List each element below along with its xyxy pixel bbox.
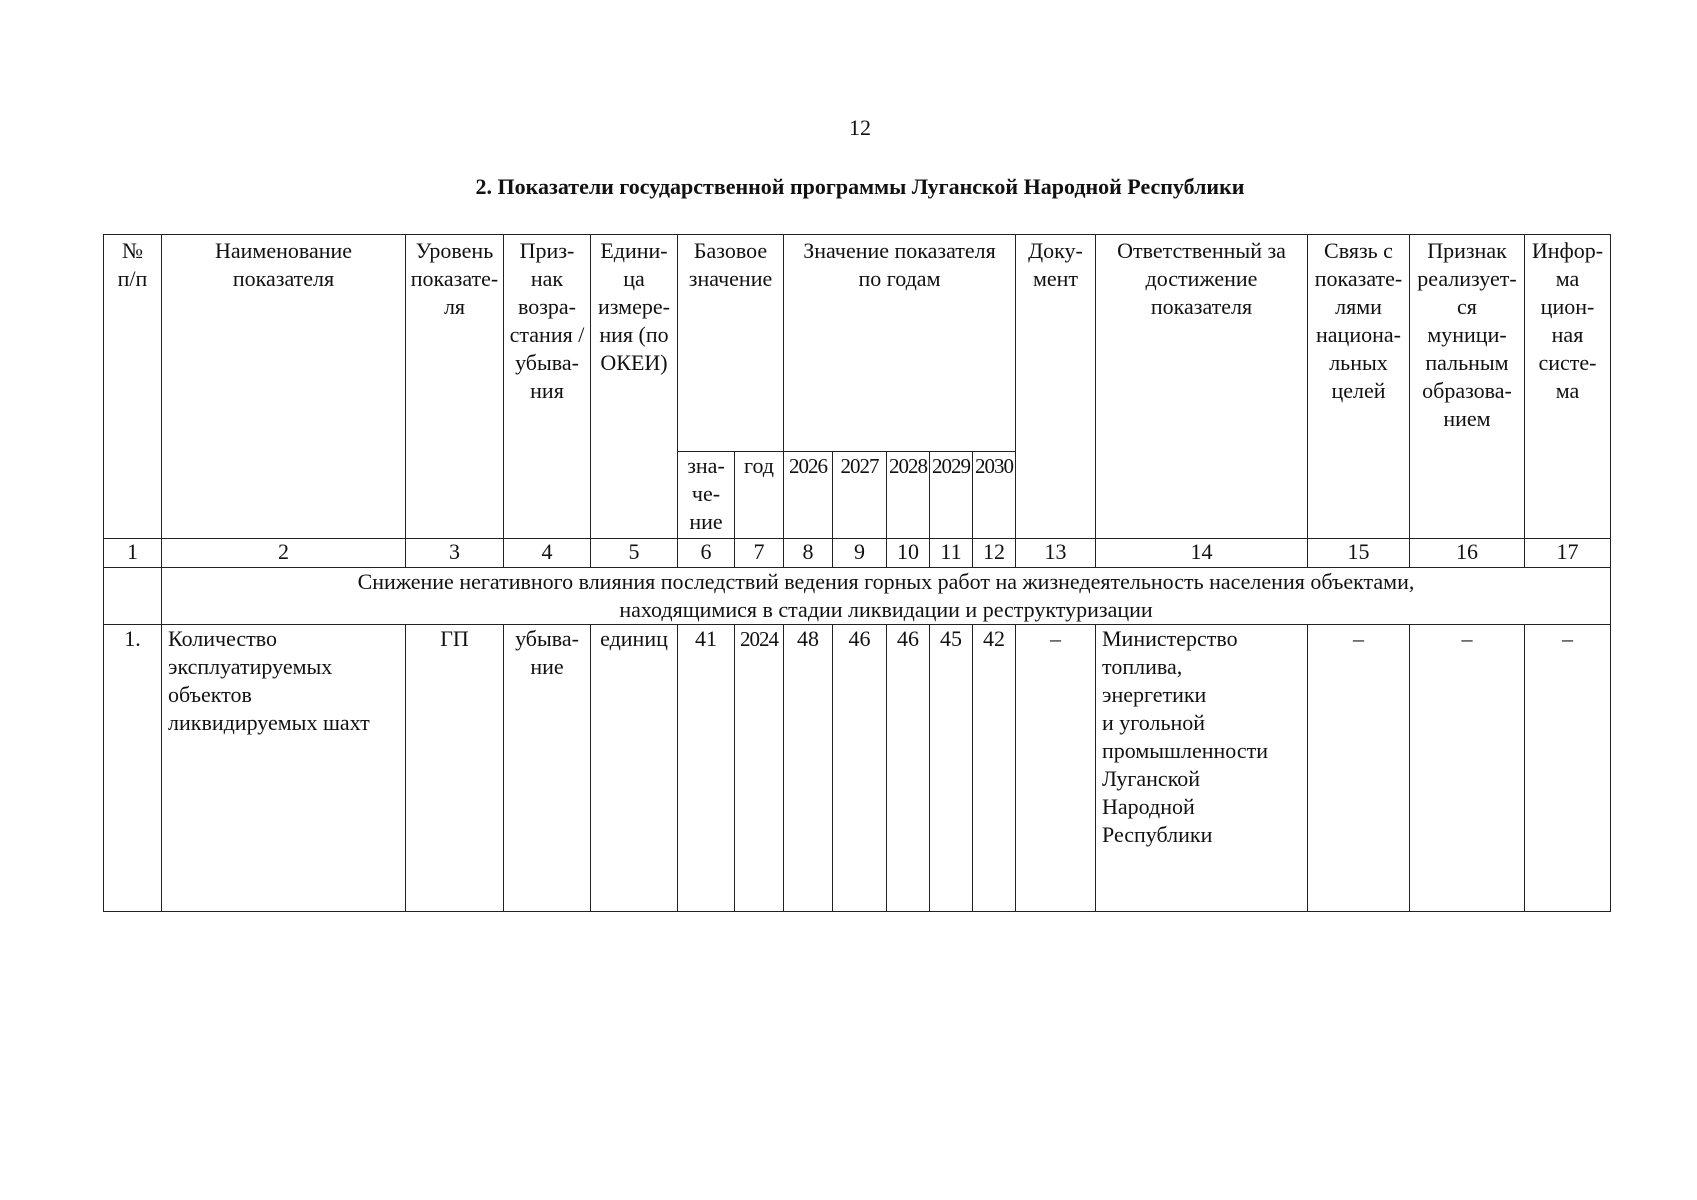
row-level: ГП	[406, 625, 504, 912]
column-numbers-row	[104, 539, 1611, 568]
row-value-2030: 42	[973, 625, 1016, 912]
header-year-2027: 2027	[833, 452, 887, 539]
row-sign: убыва- ние	[504, 625, 591, 912]
row-num: 1.	[104, 625, 162, 912]
row-base-value: 41	[678, 625, 735, 912]
section-heading: Снижение негативного влияния последствий ведения горных работ на жизнедеятельность населения объектами, находящимися в стадии ликвидации и реструктуризации	[162, 568, 1611, 625]
column-number: 13	[1016, 539, 1096, 568]
row-document: –	[1016, 625, 1096, 912]
row-value-2027: 46	[833, 625, 887, 912]
header-base: Базовое значение	[678, 235, 784, 452]
row-value-2029: 45	[930, 625, 973, 912]
header-info-system: Инфор- ма цион- ная систе- ма	[1525, 235, 1611, 539]
column-number: 15	[1308, 539, 1410, 568]
header-document: Доку- мент	[1016, 235, 1096, 539]
table-row	[104, 625, 1611, 912]
header-responsible: Ответственный за достижение показателя	[1096, 235, 1308, 539]
row-unit: единиц	[591, 625, 678, 912]
column-number: 4	[504, 539, 591, 568]
column-number: 17	[1525, 539, 1611, 568]
header-year-2029: 2029	[930, 452, 973, 539]
row-info-system: –	[1525, 625, 1611, 912]
column-number: 3	[406, 539, 504, 568]
row-indicator-name: Количество эксплуатируемых объектов ликвидируемых шахт	[162, 625, 406, 912]
header-base-year: год	[735, 452, 784, 539]
row-value-2028: 46	[887, 625, 930, 912]
page-number: 12	[849, 115, 871, 140]
row-responsible: Министерство топлива, энергетики и угольной промышленности Луганской Народной Республики	[1096, 625, 1308, 912]
column-number: 6	[678, 539, 735, 568]
row-municipal: –	[1410, 625, 1525, 912]
column-number: 2	[162, 539, 406, 568]
column-number: 8	[784, 539, 833, 568]
row-base-year: 2024	[735, 625, 784, 912]
column-number: 1	[104, 539, 162, 568]
header-municipal: Признак реализует- ся муници- пальным образова- нием	[1410, 235, 1525, 539]
row-national-goals: –	[1308, 625, 1410, 912]
page-title: 2. Показатели государственной программы Луганской Народной Республики	[475, 174, 1245, 199]
header-by-years: Значение показателя по годам	[784, 235, 1016, 452]
column-number: 16	[1410, 539, 1525, 568]
section-row	[104, 568, 1611, 625]
header-year-2030: 2030	[973, 452, 1016, 539]
header-level: Уровень показате- ля	[406, 235, 504, 539]
header-national-goals: Связь с показате- лями национа- льных целей	[1308, 235, 1410, 539]
column-number: 11	[930, 539, 973, 568]
column-number: 14	[1096, 539, 1308, 568]
header-name: Наименование показателя	[162, 235, 406, 539]
row-value-2026: 48	[784, 625, 833, 912]
header-num: № п/п	[104, 235, 162, 539]
header-unit: Едини- ца измере- ния (по ОКЕИ)	[591, 235, 678, 539]
header-year-2028: 2028	[887, 452, 930, 539]
column-number: 5	[591, 539, 678, 568]
header-base-value: зна- че- ние	[678, 452, 735, 539]
section-empty-cell	[104, 568, 162, 625]
column-number: 9	[833, 539, 887, 568]
header-year-2026: 2026	[784, 452, 833, 539]
header-sign: Приз- нак возра- стания / убыва- ния	[504, 235, 591, 539]
indicators-table	[103, 234, 1611, 912]
column-number: 12	[973, 539, 1016, 568]
column-number: 7	[735, 539, 784, 568]
column-number: 10	[887, 539, 930, 568]
